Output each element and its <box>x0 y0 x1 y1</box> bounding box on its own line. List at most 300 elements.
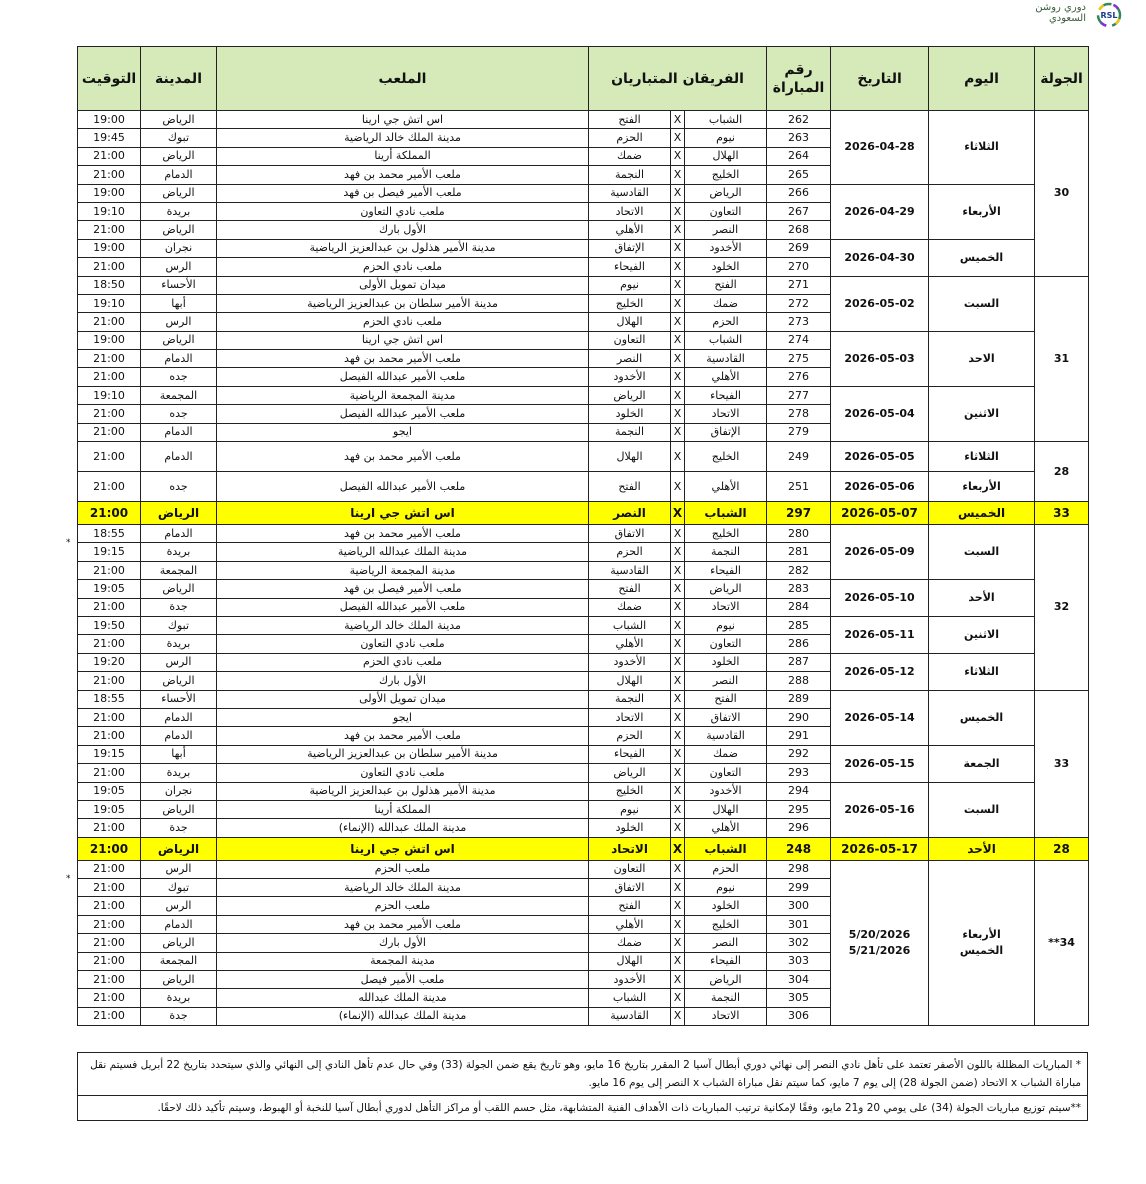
kickoff-time: 21:00 <box>78 672 141 690</box>
away-team: الخليج <box>589 294 671 312</box>
home-team: النصر <box>685 672 767 690</box>
vs-mark: X <box>671 239 685 257</box>
home-team: الأخدود <box>685 239 767 257</box>
away-team: الاتحاد <box>589 837 671 860</box>
match-no: 295 <box>767 800 831 818</box>
home-team: الشباب <box>685 837 767 860</box>
away-team: الهلال <box>589 442 671 472</box>
day-name: الثلاثاء <box>929 442 1035 472</box>
match-date: 2026-05-06 <box>831 472 929 502</box>
match-no: 288 <box>767 672 831 690</box>
vs-mark: X <box>671 502 685 525</box>
table-row <box>78 860 1089 878</box>
city: أبها <box>141 745 217 763</box>
city: الدمام <box>141 727 217 745</box>
vs-mark: X <box>671 258 685 276</box>
kickoff-time: 21:00 <box>78 1007 141 1025</box>
match-no: 270 <box>767 258 831 276</box>
match-date: 2026-05-02 <box>831 276 929 331</box>
vs-mark: X <box>671 653 685 671</box>
kickoff-time: 21:00 <box>78 952 141 970</box>
city: جدة <box>141 1007 217 1025</box>
stadium: مدينة الملك خالد الرياضية <box>217 129 589 147</box>
vs-mark: X <box>671 147 685 165</box>
home-team: الشباب <box>685 502 767 525</box>
kickoff-time: 21:00 <box>78 915 141 933</box>
stadium: مدينة المجمعة الرياضية <box>217 561 589 579</box>
vs-mark: X <box>671 745 685 763</box>
away-team: نيوم <box>589 800 671 818</box>
vs-mark: X <box>671 442 685 472</box>
match-no: 265 <box>767 166 831 184</box>
home-team: الاتحاد <box>685 1007 767 1025</box>
stadium: ملعب الأمير فيصل بن فهد <box>217 184 589 202</box>
table-row <box>78 442 1089 472</box>
header-match-no-1: رقم <box>784 61 813 78</box>
table-row <box>78 653 1089 671</box>
stadium: مدينة المجمعة الرياضية <box>217 386 589 404</box>
stadium: ملعب الحزم <box>217 897 589 915</box>
match-date: 2026-05-12 <box>831 653 929 690</box>
home-team: الفتح <box>685 276 767 294</box>
notes <box>77 1052 1088 1121</box>
match-no: 274 <box>767 331 831 349</box>
away-team: الرياض <box>589 386 671 404</box>
home-team: النصر <box>685 934 767 952</box>
day-name: الثلاثاء <box>929 111 1035 185</box>
header-city: المدينة <box>141 47 217 111</box>
kickoff-time: 21:00 <box>78 934 141 952</box>
city: الرياض <box>141 837 217 860</box>
city: الرس <box>141 258 217 276</box>
match-no: 303 <box>767 952 831 970</box>
kickoff-time: 19:05 <box>78 580 141 598</box>
city: جده <box>141 368 217 386</box>
match-no: 266 <box>767 184 831 202</box>
away-team: الإتفاق <box>589 239 671 257</box>
stadium: ملعب الأمير فيصل بن فهد <box>217 580 589 598</box>
away-team: الأخدود <box>589 368 671 386</box>
city: الدمام <box>141 525 217 543</box>
away-team: الهلال <box>589 313 671 331</box>
table-row <box>78 616 1089 634</box>
kickoff-time: 19:45 <box>78 129 141 147</box>
home-team: الفتح <box>685 690 767 708</box>
stadium: مدينة الأمير سلطان بن عبدالعزيز الرياضية <box>217 745 589 763</box>
home-team: الخلود <box>685 897 767 915</box>
day-name: الأحد <box>929 837 1035 860</box>
kickoff-time: 21:00 <box>78 819 141 837</box>
vs-mark: X <box>671 313 685 331</box>
match-date-2: 5/21/2026 <box>848 943 911 957</box>
city: تبوك <box>141 129 217 147</box>
header-row <box>78 47 1089 111</box>
match-date: 2026-05-10 <box>831 580 929 617</box>
kickoff-time: 21:00 <box>78 989 141 1007</box>
city: الرياض <box>141 971 217 989</box>
vs-mark: X <box>671 386 685 404</box>
kickoff-time: 21:00 <box>78 635 141 653</box>
away-team: الفيحاء <box>589 745 671 763</box>
match-no: 302 <box>767 934 831 952</box>
highlighted-row <box>78 837 1089 860</box>
stadium: الأول بارك <box>217 221 589 239</box>
table-row <box>78 525 1089 543</box>
kickoff-time: 19:20 <box>78 653 141 671</box>
match-no: 297 <box>767 502 831 525</box>
day-name: السبت <box>929 525 1035 580</box>
away-team: الخلود <box>589 405 671 423</box>
match-date: 2026-05-09 <box>831 525 929 580</box>
highlight-1-star: * <box>66 538 71 548</box>
city: تبوك <box>141 616 217 634</box>
home-team: الرياض <box>685 971 767 989</box>
vs-mark: X <box>671 860 685 878</box>
kickoff-time: 21:00 <box>78 860 141 878</box>
stadium: مدينة المجمعة <box>217 952 589 970</box>
city: الرس <box>141 897 217 915</box>
kickoff-time: 21:00 <box>78 502 141 525</box>
stadium: ملعب الأمير محمد بن فهد <box>217 166 589 184</box>
match-no: 280 <box>767 525 831 543</box>
away-team: ضمك <box>589 598 671 616</box>
match-no: 251 <box>767 472 831 502</box>
day-name: الأربعاء <box>929 472 1035 502</box>
city: نجران <box>141 239 217 257</box>
home-team: الهلال <box>685 800 767 818</box>
match-no: 300 <box>767 897 831 915</box>
kickoff-time: 21:00 <box>78 442 141 472</box>
stadium: ايجو <box>217 423 589 441</box>
highlighted-row <box>78 502 1089 525</box>
day-name: الاثنين <box>929 616 1035 653</box>
kickoff-time: 21:00 <box>78 708 141 726</box>
vs-mark: X <box>671 543 685 561</box>
stadium: ميدان تمويل الأولى <box>217 276 589 294</box>
vs-mark: X <box>671 202 685 220</box>
city: الرياض <box>141 580 217 598</box>
day-name-1: الأربعاء <box>962 927 1001 941</box>
day-name: الخميس <box>929 239 1035 276</box>
city: الرياض <box>141 111 217 129</box>
match-no: 279 <box>767 423 831 441</box>
away-team: الهلال <box>589 672 671 690</box>
kickoff-time: 19:05 <box>78 782 141 800</box>
stadium: ملعب الأمير محمد بن فهد <box>217 915 589 933</box>
day-name-2: الخميس <box>959 943 1004 957</box>
match-no: 262 <box>767 111 831 129</box>
home-team: النجمة <box>685 543 767 561</box>
city: الرياض <box>141 800 217 818</box>
home-team: النصر <box>685 221 767 239</box>
vs-mark: X <box>671 561 685 579</box>
logo-text-line2: السعودي <box>1048 13 1086 24</box>
vs-mark: X <box>671 472 685 502</box>
kickoff-time: 21:00 <box>78 598 141 616</box>
note-2: **سيتم توزيع مباريات الجولة (34) على يومي 20 و21 مايو، وفقًا لإمكانية ترتيب المباريات ذات الأهداف الفنية المتشابهة، مثل حسم اللقب أو مراكز التأهل لدوري أبطال آسيا للنخبة أو الهبوط، وسيتم تأكيد ذلك لاحقًا. <box>77 1096 1088 1121</box>
table-row <box>78 239 1089 257</box>
stadium: المملكة أرينا <box>217 147 589 165</box>
day-name: الخميس <box>929 690 1035 745</box>
away-team: النصر <box>589 502 671 525</box>
vs-mark: X <box>671 690 685 708</box>
home-team: الاتحاد <box>685 598 767 616</box>
stadium: ملعب الحزم <box>217 860 589 878</box>
home-team: الفيحاء <box>685 561 767 579</box>
vs-mark: X <box>671 934 685 952</box>
stadium: مدينة الأمير هذلول بن عبدالعزيز الرياضية <box>217 239 589 257</box>
match-no: 272 <box>767 294 831 312</box>
vs-mark: X <box>671 708 685 726</box>
away-team: الأهلي <box>589 221 671 239</box>
away-team: التعاون <box>589 860 671 878</box>
kickoff-time: 21:00 <box>78 258 141 276</box>
round-number: 28 <box>1035 442 1089 502</box>
vs-mark: X <box>671 276 685 294</box>
home-team: التعاون <box>685 202 767 220</box>
stadium: ملعب الأمير محمد بن فهد <box>217 350 589 368</box>
header-time: التوقيت <box>78 47 141 111</box>
stadium: ايجو <box>217 708 589 726</box>
match-date-1: 5/20/2026 <box>848 927 911 941</box>
home-team: الخليج <box>685 442 767 472</box>
match-no: 285 <box>767 616 831 634</box>
table-row <box>78 111 1089 129</box>
stadium: ملعب الأمير عبدالله الفيصل <box>217 405 589 423</box>
match-no: 269 <box>767 239 831 257</box>
city: الرياض <box>141 672 217 690</box>
table-row <box>78 580 1089 598</box>
kickoff-time: 21:00 <box>78 472 141 502</box>
stadium: الأول بارك <box>217 934 589 952</box>
kickoff-time: 19:15 <box>78 543 141 561</box>
kickoff-time: 21:00 <box>78 727 141 745</box>
stadium: مدينة الملك عبدالله <box>217 989 589 1007</box>
header-match-no-2: المباراة <box>772 79 825 96</box>
match-date <box>831 860 929 1026</box>
home-team: الأهلي <box>685 368 767 386</box>
home-team: نيوم <box>685 879 767 897</box>
city: المجمعة <box>141 561 217 579</box>
away-team: الاتحاد <box>589 202 671 220</box>
home-team: الفيحاء <box>685 386 767 404</box>
city: الدمام <box>141 442 217 472</box>
match-no: 273 <box>767 313 831 331</box>
city: بريدة <box>141 764 217 782</box>
home-team: النجمة <box>685 989 767 1007</box>
vs-mark: X <box>671 368 685 386</box>
kickoff-time: 19:10 <box>78 294 141 312</box>
city: بريدة <box>141 989 217 1007</box>
stadium: ملعب نادي التعاون <box>217 764 589 782</box>
table-row <box>78 184 1089 202</box>
match-no: 291 <box>767 727 831 745</box>
kickoff-time: 21:00 <box>78 423 141 441</box>
home-team: الاتحاد <box>685 405 767 423</box>
away-team: النجمة <box>589 166 671 184</box>
city: الرس <box>141 313 217 331</box>
city: الدمام <box>141 166 217 184</box>
vs-mark: X <box>671 405 685 423</box>
table-row <box>78 386 1089 404</box>
stadium: ملعب نادي التعاون <box>217 202 589 220</box>
home-team: القادسية <box>685 727 767 745</box>
home-team: الخلود <box>685 653 767 671</box>
city: الرياض <box>141 184 217 202</box>
logo-text <box>1028 2 1086 24</box>
match-no: 271 <box>767 276 831 294</box>
vs-mark: X <box>671 350 685 368</box>
table-row <box>78 276 1089 294</box>
city: جدة <box>141 819 217 837</box>
table-row <box>78 745 1089 763</box>
home-team: القادسية <box>685 350 767 368</box>
city: بريدة <box>141 635 217 653</box>
match-no: 267 <box>767 202 831 220</box>
home-team: التعاون <box>685 764 767 782</box>
city: الرياض <box>141 147 217 165</box>
day-name <box>929 860 1035 1026</box>
kickoff-time: 19:10 <box>78 202 141 220</box>
header-teams: الفريقان المتباريان <box>589 47 767 111</box>
stadium: ملعب نادي الحزم <box>217 313 589 331</box>
away-team: القادسية <box>589 184 671 202</box>
header-round: الجولة <box>1035 47 1089 111</box>
match-date: 2026-05-15 <box>831 745 929 782</box>
match-no: 296 <box>767 819 831 837</box>
kickoff-time: 21:00 <box>78 897 141 915</box>
vs-mark: X <box>671 952 685 970</box>
table-row <box>78 690 1089 708</box>
away-team: الفتح <box>589 111 671 129</box>
vs-mark: X <box>671 672 685 690</box>
kickoff-time: 21:00 <box>78 147 141 165</box>
home-team: التعاون <box>685 635 767 653</box>
match-no: 283 <box>767 580 831 598</box>
home-team: الرياض <box>685 184 767 202</box>
home-team: الشباب <box>685 111 767 129</box>
city: الرياض <box>141 502 217 525</box>
header-match-no <box>767 47 831 111</box>
kickoff-time: 19:00 <box>78 111 141 129</box>
home-team: الأهلي <box>685 819 767 837</box>
kickoff-time: 21:00 <box>78 350 141 368</box>
header-stadium: الملعب <box>217 47 589 111</box>
header-date: التاريخ <box>831 47 929 111</box>
match-date: 2026-04-29 <box>831 184 929 239</box>
match-no: 290 <box>767 708 831 726</box>
vs-mark: X <box>671 129 685 147</box>
away-team: الحزم <box>589 727 671 745</box>
kickoff-time: 19:10 <box>78 386 141 404</box>
vs-mark: X <box>671 580 685 598</box>
city: جده <box>141 405 217 423</box>
vs-mark: X <box>671 800 685 818</box>
kickoff-time: 19:50 <box>78 616 141 634</box>
away-team: الهلال <box>589 952 671 970</box>
home-team: الحزم <box>685 313 767 331</box>
vs-mark: X <box>671 221 685 239</box>
day-name: الاثنين <box>929 386 1035 441</box>
stadium: مدينة الملك خالد الرياضية <box>217 616 589 634</box>
match-no: 281 <box>767 543 831 561</box>
away-team: الفيحاء <box>589 258 671 276</box>
away-team: الفتح <box>589 472 671 502</box>
city: بريدة <box>141 543 217 561</box>
away-team: الأخدود <box>589 653 671 671</box>
vs-mark: X <box>671 294 685 312</box>
stadium: ملعب نادي الحزم <box>217 258 589 276</box>
logo-mark-text: RSL <box>1100 11 1118 20</box>
city: الرس <box>141 860 217 878</box>
away-team: الأخدود <box>589 971 671 989</box>
schedule-body <box>78 111 1089 1026</box>
kickoff-time: 21:00 <box>78 837 141 860</box>
stadium: ملعب نادي التعاون <box>217 635 589 653</box>
city: الدمام <box>141 915 217 933</box>
home-team: الإتفاق <box>685 423 767 441</box>
stadium: مدينة الملك عبدالله (الإنماء) <box>217 1007 589 1025</box>
away-team: القادسية <box>589 561 671 579</box>
vs-mark: X <box>671 111 685 129</box>
match-no: 268 <box>767 221 831 239</box>
vs-mark: X <box>671 727 685 745</box>
match-no: 264 <box>767 147 831 165</box>
away-team: الاتحاد <box>589 708 671 726</box>
round-number: 33 <box>1035 502 1089 525</box>
day-name: الأربعاء <box>929 184 1035 239</box>
away-team: القادسية <box>589 1007 671 1025</box>
round-number: 31 <box>1035 276 1089 442</box>
day-name: السبت <box>929 782 1035 837</box>
table-row <box>78 472 1089 502</box>
kickoff-time: 19:00 <box>78 331 141 349</box>
match-no: 286 <box>767 635 831 653</box>
match-no: 287 <box>767 653 831 671</box>
match-no: 277 <box>767 386 831 404</box>
match-no: 292 <box>767 745 831 763</box>
vs-mark: X <box>671 525 685 543</box>
table-row <box>78 782 1089 800</box>
kickoff-time: 18:55 <box>78 525 141 543</box>
stadium: مدينة الملك خالد الرياضية <box>217 879 589 897</box>
match-no: 289 <box>767 690 831 708</box>
city: تبوك <box>141 879 217 897</box>
home-team: الأخدود <box>685 782 767 800</box>
stadium: الأول بارك <box>217 672 589 690</box>
home-team: الشباب <box>685 331 767 349</box>
kickoff-time: 19:15 <box>78 745 141 763</box>
stadium: ملعب الأمير عبدالله الفيصل <box>217 598 589 616</box>
stadium: ملعب الأمير محمد بن فهد <box>217 727 589 745</box>
city: جدة <box>141 598 217 616</box>
match-date: 2026-05-03 <box>831 331 929 386</box>
kickoff-time: 21:00 <box>78 313 141 331</box>
vs-mark: X <box>671 971 685 989</box>
match-date: 2026-04-28 <box>831 111 929 185</box>
round-number: 30 <box>1035 111 1089 277</box>
city: الرياض <box>141 934 217 952</box>
city: الدمام <box>141 423 217 441</box>
match-no: 301 <box>767 915 831 933</box>
vs-mark: X <box>671 764 685 782</box>
vs-mark: X <box>671 897 685 915</box>
kickoff-time: 21:00 <box>78 561 141 579</box>
home-team: الخلود <box>685 258 767 276</box>
day-name: الخميس <box>929 502 1035 525</box>
day-name: الجمعة <box>929 745 1035 782</box>
kickoff-time: 21:00 <box>78 166 141 184</box>
